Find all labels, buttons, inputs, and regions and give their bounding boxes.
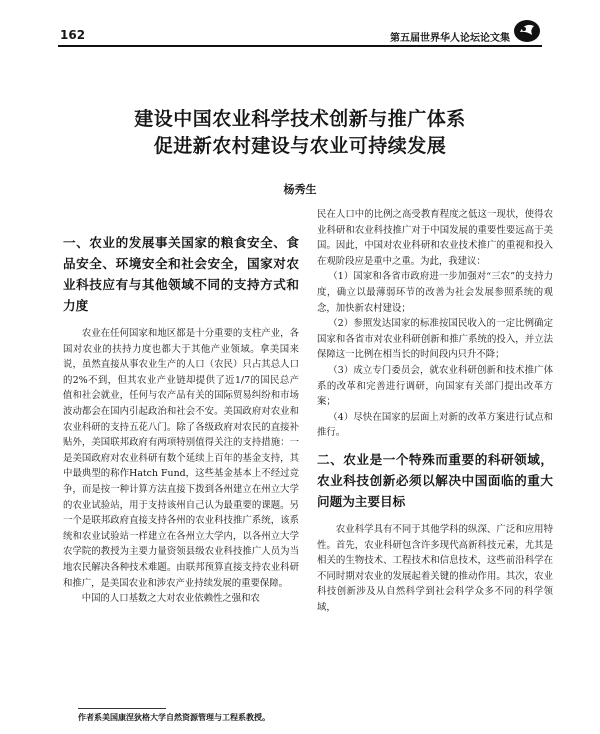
recommendation-item-1: （1）国家和各省市政府进一步加强对“三农”的支持力度，确立以最薄弱环节的改善为社会发展参照系统的观念，加快新农村建设； xyxy=(317,271,553,314)
recommendation-item-3: （3）成立专门委员会，就农业科研创新和技术推广体系的改革和完善进行调研，向国家有关部门提出改革方案； xyxy=(317,364,553,408)
section1-paragraph1: 农业在任何国家和地区都是十分重要的支柱产业，各国对农业的扶持力度也都大于其他产业领域。拿美国来说，虽然直接从事农业生产的人口（农民）只占其总人口的2%不到，但其农业产业链却提供了近1/7的国民总产值和社会就业，任何与农产品有关的国际贸易纠纷和市场波动都会在国内引起政治和社会不安。美国政府对农业和农业科研的支持五花八门。除了各级政府对农民的直接补贴外，美国联邦政府有两项特别值得关注的支持措施：一是美国政府对农业科研有数个延续上百年的基金支持，其中最典型的称作Hatch Fund，这些基金基本上不经过竞争，而是按一种计算方法直接下拨到各州建立在州立大学的农业试验站，用于支持该州自己认为最重要的课题。另一个是联邦政府直接支持各州的农业科技推广系统，该系统和农业试验站一样建立在各州立大学内，以各州立大学农学院的教授为主要力量资领县级农业科技推广人员为当地农民解决各种技术难题。由联邦预算直接支持农业科研和推广，是美国农业和涉农产业持续发展的重要保障。 xyxy=(63,328,299,589)
recommendation-item-4: （4）尽快在国家的层面上对新的改革方案进行试点和推行。 xyxy=(317,411,553,439)
recommendation-item-2: （2）参照发达国家的标准按国民收入的一定比例确定国家和各省市对农业科研创新和推广系统的投入，并立法保障这一比例在相当长的时间段内只升不降； xyxy=(317,318,553,361)
footnote-rule xyxy=(78,708,166,709)
forum-logo-icon xyxy=(512,17,542,43)
author-name: 杨秀生 xyxy=(283,183,317,196)
author-footnote: 作者系美国康涅狄格大学自然资源管理与工程系教授。 xyxy=(78,712,270,722)
section1-paragraph2: 中国的人口基数之大对农业依赖性之强和农 xyxy=(81,593,260,605)
left-column xyxy=(63,232,299,607)
continued-paragraph: 民在人口中的比例之高受教育程度之低这一现状，使得农业科研和农业科技推广对于中国发展的重要性要远高于美国。因此，中国对农业科研和农业技术推广的重视和投入在观阶段应是重中之重。为此，我建议： xyxy=(317,209,553,267)
article-title-line1: 建设中国农业科学技术创新与推广体系 xyxy=(134,108,466,130)
section1-heading: 一、农业的发展事关国家的粮食安全、食品安全、环境安全和社会安全，国家对农业科技应有与其他领域不同的支持方式和力度 xyxy=(63,235,299,313)
journal-title: 第五届世界华人论坛论文集 xyxy=(390,33,510,44)
article-title-line2: 促进新农村建设与农业可持续发展 xyxy=(153,135,447,157)
header-rule xyxy=(58,45,542,47)
right-column xyxy=(317,207,553,615)
page-number: 162 xyxy=(60,28,86,42)
section2-heading: 二、农业是一个特殊而重要的科研领域，农业科技创新必须以解决中国面临的重大问题为主要目标 xyxy=(317,451,553,509)
section2-paragraph: 农业科学具有不同于其他学科的纵深、广泛和应用特性。首先，农业科研包含许多现代高新科技元素，尤其是相关的生物技术、工程技术和信息技术，这些前沿科学在不同时期对农业的发展起着关键的推动作用。其次，农业科技创新涉及从自然科学到社会科学众多不同的科学领域， xyxy=(317,523,553,613)
